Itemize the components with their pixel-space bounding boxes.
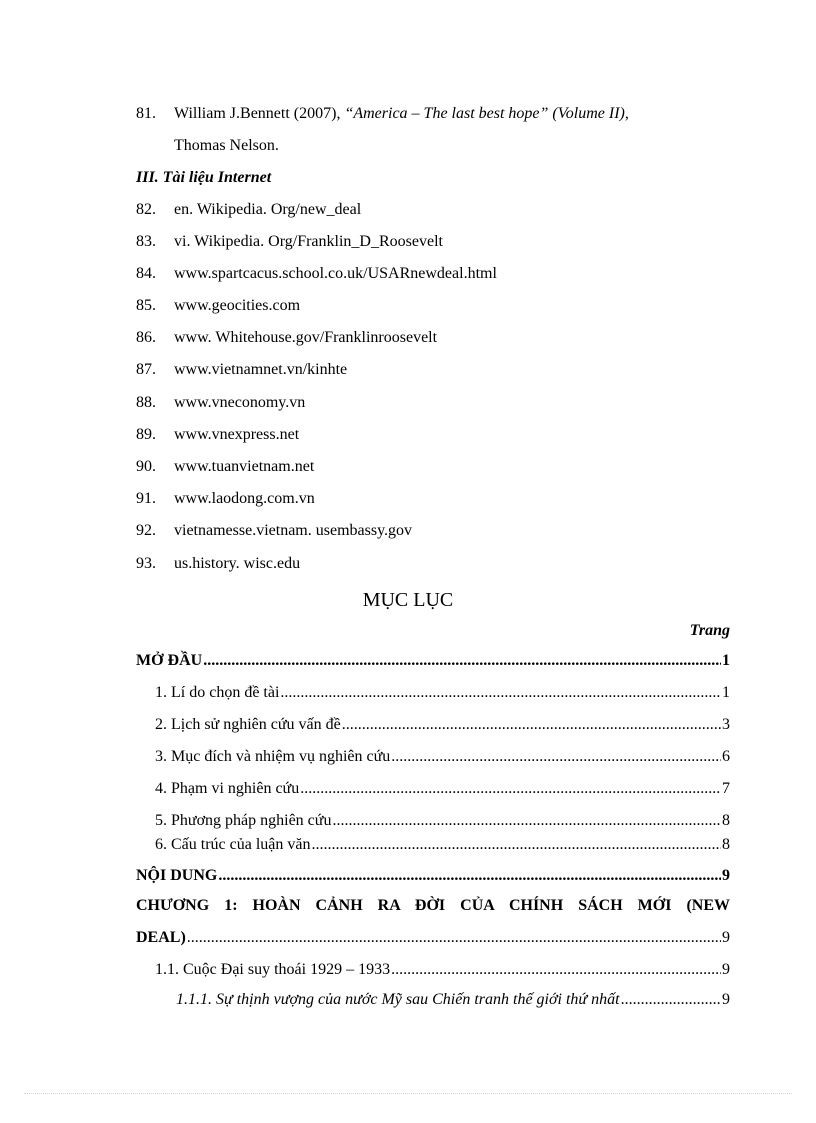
reference-88 [136,387,731,419]
reference-92 [136,515,731,547]
reference-text: www.laodong.com.vn [174,490,315,507]
toc-page-number: 1 [722,652,730,669]
toc-page-number: 1 [722,684,730,701]
reference-text: www. Whitehouse.gov/Franklinroosevelt [174,329,438,346]
toc-leader-dots [391,741,721,773]
reference-text: vi. Wikipedia. Org/Franklin_D_Roosevelt [174,233,443,250]
toc-entry-label: 4. Phạm vi nghiên cứu [155,780,300,797]
reference-86 [136,322,731,354]
reference-punct: , [624,105,629,122]
toc-page-number: 6 [722,748,730,765]
toc-entry-1-1-1[interactable] [176,984,730,1016]
reference-text: www.spartcacus.school.co.uk/USARnewdeal.html [174,265,497,282]
reference-85 [136,290,731,322]
toc-page-number: 9 [722,961,730,978]
toc-entry-3[interactable] [155,741,730,773]
toc-page-number: 9 [722,991,730,1008]
reference-89 [136,419,731,451]
toc-entry-label: 5. Phương pháp nghiên cứu [155,812,332,829]
toc-title: MỤC LỤC [362,589,454,611]
reference-text: www.tuanvietnam.net [174,458,315,475]
page-bottom-rule [24,1093,792,1094]
toc-leader-dots [218,860,721,892]
reference-81-publisher: Thomas Nelson. [174,137,279,154]
toc-page-column-header: Trang [689,622,730,639]
reference-number: 83. [136,233,156,250]
toc-leader-dots [342,709,721,741]
toc-entry-label: 1.1. Cuộc Đại suy thoái 1929 – 1933 [155,961,391,978]
toc-leader-dots [391,954,721,986]
reference-number: 82. [136,201,156,218]
toc-entry-label: 3. Mục đích và nhiệm vụ nghiên cứu [155,748,391,765]
toc-entry-label: 2. Lịch sử nghiên cứu vấn đề [155,716,341,733]
reference-83 [136,226,731,258]
toc-entry-label: DEAL) [136,929,186,946]
reference-number: 91. [136,490,156,507]
toc-page-number: 9 [722,929,730,946]
toc-entry-mo-dau[interactable] [136,645,730,677]
reference-90 [136,451,731,483]
toc-entry-chapter-1[interactable] [136,922,730,954]
internet-section-heading: III. Tài liệu Internet [136,169,272,186]
toc-entry-label: 1. Lí do chọn đề tài [155,684,280,701]
toc-page-number: 7 [722,780,730,797]
reference-93 [136,548,731,580]
toc-entry-label: MỞ ĐẦU [136,652,203,669]
reference-91 [136,483,731,515]
toc-entry-4[interactable] [155,773,730,805]
reference-number: 85. [136,297,156,314]
toc-page-number: 3 [722,716,730,733]
toc-page-number: 8 [722,836,730,853]
reference-author: William J.Bennett (2007), [174,105,345,122]
toc-leader-dots [621,984,721,1016]
reference-number: 89. [136,426,156,443]
toc-entry-label: 6. Cấu trúc của luận văn [155,836,311,853]
toc-entry-label: 1.1.1. Sự thịnh vượng của nước Mỹ sau Chiến tranh thế giới thứ nhất [176,991,620,1008]
reference-number: 87. [136,361,156,378]
toc-page-number: 9 [722,867,730,884]
reference-text: www.vnexpress.net [174,426,300,443]
reference-82 [136,194,731,226]
toc-leader-dots [312,829,722,861]
toc-leader-dots [187,922,721,954]
toc-leader-dots [300,773,721,805]
reference-number: 84. [136,265,156,282]
toc-entry-1[interactable] [155,677,730,709]
reference-number: 81. [136,105,156,122]
reference-81 [136,98,731,130]
reference-87 [136,354,731,386]
reference-title: “America – The last best hope” (Volume II) [344,105,625,122]
toc-entry-chapter-1-line1[interactable]: CHƯƠNG 1: HOÀN CẢNH RA ĐỜI CỦA CHÍNH SÁCH MỚI (NEW [136,897,730,914]
toc-entry-2[interactable] [155,709,730,741]
toc-entry-label: NỘI DUNG [136,867,218,884]
toc-leader-dots [280,677,721,709]
toc-page-number: 8 [722,812,730,829]
reference-number: 90. [136,458,156,475]
reference-text: vietnamesse.vietnam. usembassy.gov [174,522,413,539]
reference-text: www.vietnamnet.vn/kinhte [174,361,348,378]
reference-number: 93. [136,555,156,572]
reference-text: www.geocities.com [174,297,301,314]
toc-leader-dots [203,645,721,677]
reference-84 [136,258,731,290]
reference-number: 88. [136,394,156,411]
reference-number: 92. [136,522,156,539]
reference-text: us.history. wisc.edu [174,555,301,572]
toc-entry-noi-dung[interactable] [136,860,730,892]
toc-entry-6[interactable] [155,829,730,861]
reference-text: www.vneconomy.vn [174,394,306,411]
reference-number: 86. [136,329,156,346]
toc-entry-1-1[interactable] [155,954,730,986]
reference-text: en. Wikipedia. Org/new_deal [174,201,362,218]
